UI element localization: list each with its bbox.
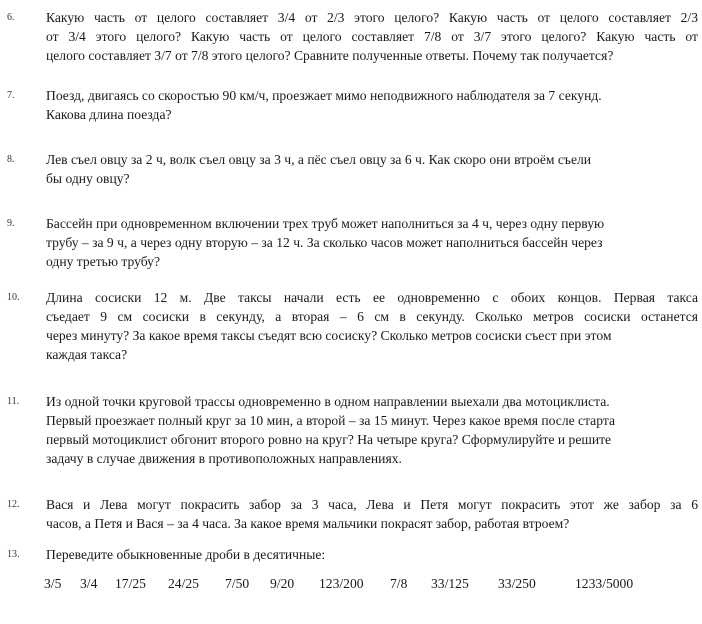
- problem-line: Какова длина поезда?: [46, 107, 172, 122]
- problem-line: первый мотоциклист обгонит второго ровно на круг? На четыре круга? Сформулируйте и решите: [46, 432, 612, 447]
- problem-text: [46, 86, 698, 124]
- problem-line: каждая такса?: [46, 347, 128, 362]
- problem-line: одну третью трубу?: [46, 254, 160, 269]
- problem-line: Из одной точки круговой трассы одновременно в одном направлении выехали два мотоциклиста.: [46, 394, 610, 409]
- problem-line: часов, а Петя и Вася – за 4 часа. За какое время мальчики покрасят забор, работая втроем?: [46, 516, 570, 531]
- problem-number: 10.: [7, 292, 20, 303]
- problem-text: [46, 214, 698, 271]
- fraction: 7/50: [225, 576, 250, 591]
- problem-text: [46, 150, 698, 188]
- fraction: 1233/5000: [575, 576, 634, 591]
- problem-line: Переведите обыкновенные дроби в десятичные:: [46, 547, 326, 562]
- problem-line: Длина сосиски 12 м. Две таксы начали есть ее одновременно с обоих концов. Первая такса: [46, 290, 698, 305]
- problem-text: [46, 288, 698, 364]
- problem-line: Какую часть от целого составляет 3/4 от 2/3 этого целого? Какую часть от целого составляет 2/3: [46, 10, 698, 25]
- problem-line: бы одну овцу?: [46, 171, 130, 186]
- problem-line: съедает 9 см сосиски в секунду, а вторая – 6 см в секунду. Сколько метров сосиски останется: [46, 309, 698, 324]
- problem-number: 11.: [7, 396, 20, 407]
- problem-line: от 3/4 этого целого? Какую часть от целого составляет 7/8 от 3/7 этого целого? Какую часть от: [46, 29, 698, 44]
- problem-line: задачу в случае движения в противоположных направлениях.: [46, 451, 402, 466]
- fraction: 17/25: [115, 576, 146, 591]
- problem-number: 9.: [7, 218, 15, 229]
- fraction: 24/25: [168, 576, 199, 591]
- problem-text: [46, 495, 698, 533]
- problem-number: 12.: [7, 499, 20, 510]
- fraction: 123/200: [319, 576, 364, 591]
- problem-number: 6.: [7, 12, 15, 23]
- fraction: 7/8: [390, 576, 408, 591]
- problem-number: 8.: [7, 154, 15, 165]
- problem-line: Бассейн при одновременном включении трех труб может наполниться за 4 ч, через одну первую: [46, 216, 605, 231]
- problem-text: [46, 8, 698, 65]
- problem-text: [46, 545, 698, 564]
- problem-number: 7.: [7, 90, 15, 101]
- problem-line: целого составляет 3/7 от 7/8 этого целого? Сравните полученные ответы. Почему так получается?: [46, 48, 614, 63]
- problem-number: 13.: [7, 549, 20, 560]
- fraction: 33/125: [431, 576, 469, 591]
- problem-line: трубу – за 9 ч, а через одну вторую – за 12 ч. За сколько часов может наполниться бассейн через: [46, 235, 603, 250]
- problem-line: Первый проезжает полный круг за 10 мин, а второй – за 15 минут. Через какое время после старта: [46, 413, 615, 428]
- fraction: 33/250: [498, 576, 536, 591]
- problem-line: Вася и Лева могут покрасить забор за 3 часа, Лева и Петя могут покрасить этот же забор за 6: [46, 497, 698, 512]
- problem-line: через минуту? За какое время таксы съедят всю сосиску? Сколько метров сосиски съест при этом: [46, 328, 612, 343]
- fraction: 3/5: [44, 576, 62, 591]
- problem-line: Лев съел овцу за 2 ч, волк съел овцу за 3 ч, а пёс съел овцу за 6 ч. Как скоро они втроём съели: [46, 152, 592, 167]
- problem-text: [46, 392, 698, 468]
- fraction: 3/4: [80, 576, 98, 591]
- problem-line: Поезд, двигаясь со скоростью 90 км/ч, проезжает мимо неподвижного наблюдателя за 7 секунд.: [46, 88, 602, 103]
- fraction: 9/20: [270, 576, 295, 591]
